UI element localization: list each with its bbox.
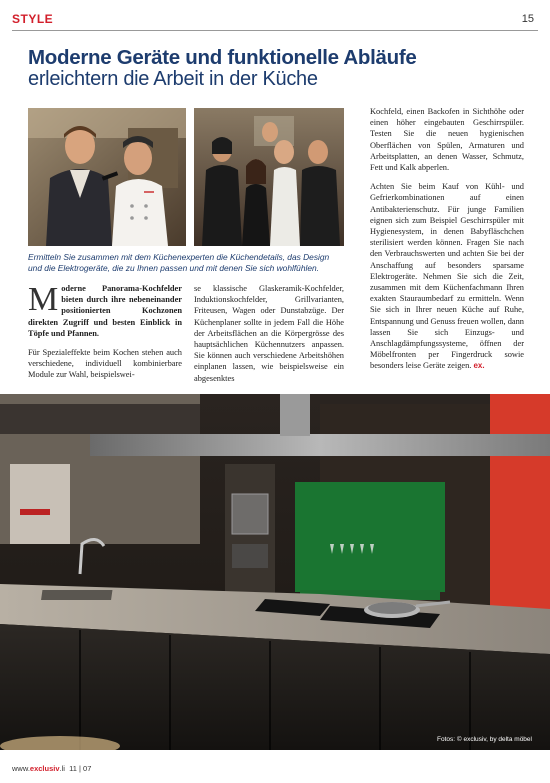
paragraph <box>370 181 524 371</box>
photo-credit: Fotos: © exclusiv, by delta möbel <box>437 736 532 743</box>
footer-brand-name: exclusiv <box>29 764 60 773</box>
page-number: 15 <box>521 13 534 25</box>
text-column-2 <box>194 283 344 392</box>
paragraph: Kochfeld, einen Backofen in Sichthöhe oder einen höher eingebauten Geschirrspüler. Testen Sie die neuen hygienischen Oberflächen von Spülen, Armaturen und Arbeitsplatten, an denen Wasser, Schmutz, Fett und Kalk abperlen. <box>370 107 524 173</box>
footer-brand <box>12 764 91 773</box>
footer-issue: 11 | 07 <box>69 764 92 773</box>
text-column-1 <box>28 283 182 389</box>
lead-text: oderne Panorama-Kochfelder bieten durch ihre nebeneinander positionierten Kochzonen direkten Zugriff und besten Einblick in Töpfe und Pfannen. <box>28 284 182 338</box>
end-mark: ex. <box>473 361 485 371</box>
footer-url-suffix: .li <box>59 764 65 773</box>
article-headline: Moderne Geräte und funktionelle Abläufe <box>28 46 417 69</box>
team-photo <box>194 108 344 246</box>
article-subheadline: erleichtern die Arbeit in der Küche <box>28 68 318 90</box>
drop-cap: M <box>28 281 59 318</box>
paragraph: se klassische Glaskeramik-Kochfelder, Induktionskochfelder, Grillvarianten, Friteusen, Wagen oder Dunstabzüge. Der Küchenplaner sollte in jedem Fall die Höhe der Arbeitsflächen an die Körpergrösse des hauptsächlichen Küchennutzers anpassen. Sie können auch verschiedene Arbeitshöhen einplanen lassen, wie beispielsweise ein abgesenktes <box>194 284 344 383</box>
section-label: STYLE <box>12 12 54 26</box>
kitchen-photo <box>0 394 550 750</box>
text-column-3 <box>370 106 524 380</box>
paragraph-text: Achten Sie beim Kauf von Kühl- und Gefrierkombinationen auf einen Antibakterienschutz. Für junge Familien eignen sich zum Beispiel Geschirrspüler mit Hygienesystem, in denen Babyfläschchen sterilisiert werden können. Fragen Sie nach den Verbrauchswerten und achten Sie bei der Anschaffung auf besonders sparsame Elektrogeräte. Nehmen Sie sich die Zeit, zusammen mit dem Küchenfachmann Ihren exakten Stauraumbedarf zu ermitteln. Wenn Sie sich in Ihrer neuen Küche auf Ruhe, Entspannung und Genuss freuen wollen, dann lassen Sie sich Einzugs- und Anschlagdämpfungssysteme, öffnen der Möbelfronten per Fingerdruck sowie besonders leise Geräte zeigen. <box>370 182 524 371</box>
footer-url-prefix: www. <box>12 764 30 773</box>
paragraph: Für Spezialeffekte beim Kochen stehen auch verschiedene, individuell kombinierbare Module zur Wahl, beispielswei- <box>28 348 182 380</box>
lead-paragraph <box>28 283 182 339</box>
photo-caption: Ermitteln Sie zusammen mit dem Küchenexperten die Küchendetails, das Design und die Elektrogeräte, die zu Ihnen passen und mit denen Sie sich wohlfühlen. <box>28 252 330 273</box>
interview-photo <box>28 108 186 246</box>
header-divider <box>12 30 538 31</box>
